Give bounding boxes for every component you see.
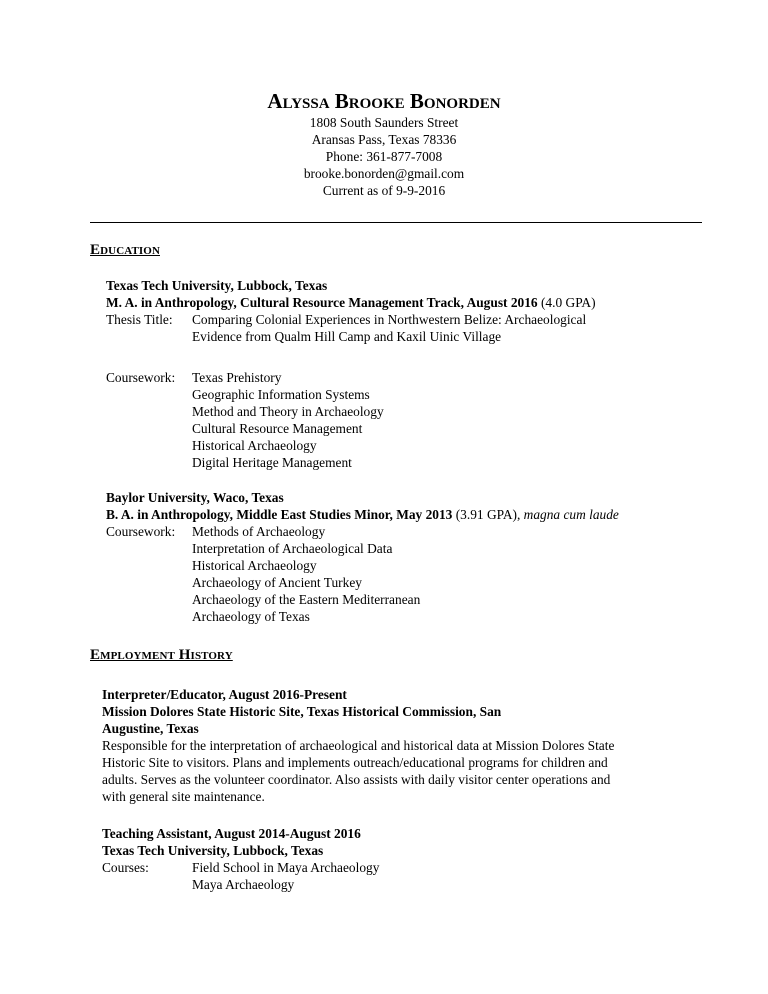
list-item — [106, 523, 619, 540]
address-line-1: 1808 South Saunders Street — [309, 115, 459, 130]
phone: Phone: 361-877-7008 — [325, 149, 443, 164]
list-item — [102, 859, 379, 876]
baylor-degree-line — [106, 506, 619, 523]
job-interpreter — [102, 686, 614, 805]
course-item: Texas Prehistory — [192, 370, 282, 385]
coursework-label: Coursework: — [106, 370, 176, 385]
email: brooke.bonorden@gmail.com — [303, 166, 465, 181]
job1-desc-line: with general site maintenance. — [102, 789, 265, 804]
job1-position: Interpreter/Educator, August 2016-Present — [102, 687, 347, 702]
course-item: Archaeology of the Eastern Mediterranean — [192, 592, 421, 607]
baylor-gpa: (3.91 GPA), — [452, 507, 524, 522]
address-line-2: Aransas Pass, Texas 78336 — [311, 132, 457, 147]
course-item: Historical Archaeology — [192, 438, 317, 453]
course-item: Methods of Archaeology — [192, 524, 326, 539]
course-item: Archaeology of Ancient Turkey — [192, 575, 362, 590]
baylor-school: Baylor University, Waco, Texas — [106, 490, 284, 505]
courses-label: Courses: — [102, 860, 149, 875]
list-item — [106, 369, 384, 386]
applicant-name: Alyssa Brooke Bonorden — [267, 89, 501, 113]
contact-info — [0, 114, 768, 199]
thesis-label: Thesis Title: — [106, 312, 173, 327]
ttu-thesis — [106, 311, 596, 328]
ttu-degree: M. A. in Anthropology, Cultural Resource Management Track, August 2016 — [106, 295, 538, 310]
thesis-line-2: Evidence from Qualm Hill Camp and Kaxil Uinic Village — [192, 329, 502, 344]
course-item: Cultural Resource Management — [192, 421, 363, 436]
ttu-coursework — [106, 369, 384, 471]
baylor-degree: B. A. in Anthropology, Middle East Studies Minor, May 2013 — [106, 507, 453, 522]
header-divider — [90, 222, 702, 223]
job2-position: Teaching Assistant, August 2014-August 2016 — [102, 826, 361, 841]
course-item: Maya Archaeology — [192, 877, 295, 892]
ttu-gpa: (4.0 GPA) — [537, 295, 596, 310]
course-item: Geographic Information Systems — [192, 387, 370, 402]
ttu-school: Texas Tech University, Lubbock, Texas — [106, 278, 328, 293]
course-item: Historical Archaeology — [192, 558, 317, 573]
job1-employer-line-1: Mission Dolores State Historic Site, Texas Historical Commission, San — [102, 704, 502, 719]
ttu-degree-line — [106, 294, 596, 311]
resume-header — [0, 88, 768, 199]
education-baylor — [106, 489, 619, 625]
course-item: Method and Theory in Archaeology — [192, 404, 384, 419]
coursework-label: Coursework: — [106, 524, 176, 539]
course-item: Interpretation of Archaeological Data — [192, 541, 393, 556]
course-item: Field School in Maya Archaeology — [192, 860, 380, 875]
job-teaching-assistant — [102, 825, 379, 893]
job1-employer-line-2: Augustine, Texas — [102, 721, 199, 736]
job1-desc-line: adults. Serves as the volunteer coordinator. Also assists with daily visitor center operations and — [102, 772, 611, 787]
job2-employer: Texas Tech University, Lubbock, Texas — [102, 843, 324, 858]
course-item: Archaeology of Texas — [192, 609, 310, 624]
education-heading: Education — [90, 242, 160, 258]
current-date: Current as of 9-9-2016 — [322, 183, 446, 198]
employment-heading: Employment History — [90, 647, 233, 663]
course-item: Digital Heritage Management — [192, 455, 352, 470]
thesis-line-1: Comparing Colonial Experiences in Northwestern Belize: Archaeological — [192, 312, 587, 327]
education-ttu — [106, 277, 596, 345]
job1-desc-line: Responsible for the interpretation of archaeological and historical data at Mission Dolores State — [102, 738, 615, 753]
baylor-honors: magna cum laude — [523, 507, 619, 522]
job1-desc-line: Historic Site to visitors. Plans and implements outreach/educational programs for children and — [102, 755, 608, 770]
